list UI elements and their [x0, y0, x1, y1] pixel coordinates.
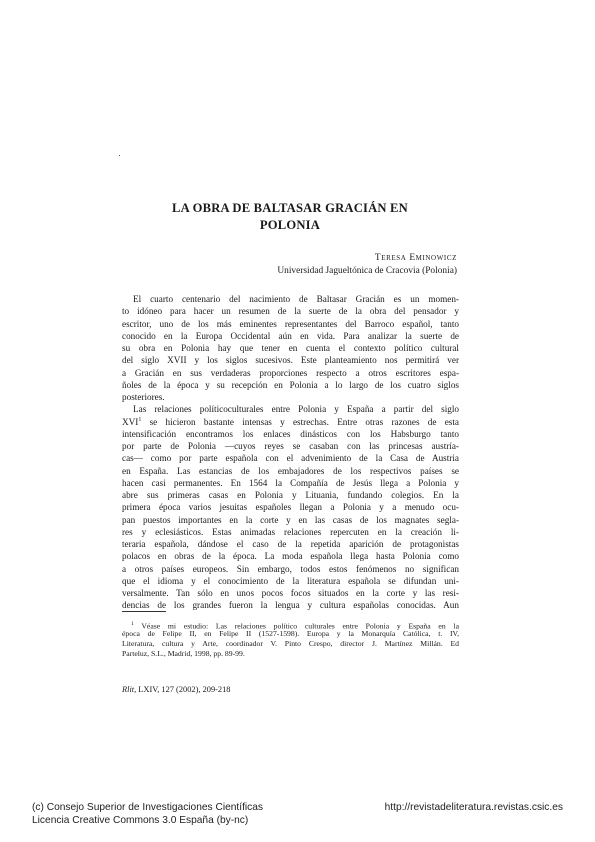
body-line: intensificación encontramos los enlaces dinásticos con los Habsburgo tanto	[122, 428, 459, 439]
body-line: dencias de los grandes fueron la lengua y cultura españolas conocidas. Aun	[122, 600, 459, 611]
body-line: escritor, uno de los más eminentes representantes del Barroco español, tanto	[122, 318, 459, 329]
body-line: hacen casi permanentes. En 1564 la Compañía de Jesús llega a Polonia y	[122, 477, 459, 488]
body-line: Las relaciones políticoculturales entre Polonia y España a partir del siglo	[133, 404, 459, 415]
copyright-line: (c) Consejo Superior de Investigaciones Científicas	[32, 802, 264, 813]
journal-issue: , LXIV, 127 (2002), 209-218	[134, 685, 231, 694]
body-line: su obra en Polonia hay que tener en cuenta el contexto político cultural	[122, 343, 459, 353]
title-line-1: LA OBRA DE BALTASAR GRACIÁN EN	[172, 201, 408, 215]
journal-url[interactable]: http://revistadeliteratura.revistas.csic.es	[384, 802, 563, 813]
body-line: a Gracián en sus verdaderas proporciones respecto a otros escritores espa-	[122, 367, 459, 378]
journal-reference	[122, 684, 231, 695]
footnote-divider	[122, 611, 166, 612]
body-line: pan puestos importantes en la corte y en las casas de los magnates segla-	[122, 514, 459, 525]
body-line: primera época varios jesuitas españoles llegan a Polonia y a menudo ocu-	[122, 502, 459, 513]
author-affiliation: Universidad Jagueltónica de Cracovia (Polonia)	[277, 265, 457, 276]
body-line-continuation: se hicieron bastante intensas y estrechas. Entre otras razones de esta	[141, 416, 459, 427]
stray-mark	[119, 155, 120, 156]
journal-abbr: Rlit	[122, 685, 135, 694]
body-line: a otros países europeos. Sin embargo, todos estos fenómenos no significan	[122, 563, 459, 574]
footnote-text: Véase mi estudio: Las relaciones político culturales entre Polonia y España en la	[141, 621, 459, 631]
body-line: polacos en obras de la época. La moda española llega hasta Polonia como	[122, 551, 459, 562]
footnote-line: época de Felipe II, en Felipe II (1527-1598). Europa y la Monarquía Católica, t. IV,	[122, 629, 459, 638]
footnote-line: Literatura, cultura y Arte, coordinador V. Pinto Crespo, director J. Martínez Millán. Ed	[122, 639, 459, 648]
article-body	[122, 293, 459, 612]
body-line: por parte de Polonia —cuyos reyes se casaban con las princesas austría-	[122, 441, 459, 451]
body-line-with-footnote	[122, 416, 459, 428]
body-line: abre sus primeras casas en Polonia y Lituania, fundando colegios. En la	[122, 490, 459, 500]
body-line: res y eclesiásticos. Estas animadas relaciones repercuten en la creación li-	[122, 526, 459, 537]
body-line: cas— como por parte española con el advenimiento de la Casa de Austria	[122, 453, 459, 464]
body-line: que el idioma y el conocimiento de la literatura española se difundan uni-	[122, 575, 459, 586]
author-name: Teresa Eminowicz	[374, 253, 457, 263]
body-line: versalmente. Tan sólo en unos pocos focos situados en la corte y las resi-	[122, 588, 459, 598]
footnote-ref: 1	[138, 416, 142, 423]
body-line: teraria española, dándose el caso de la repetida aparición de protagonistas	[122, 539, 459, 549]
license-line: Licencia Creative Commons 3.0 España (by-nc)	[32, 815, 249, 826]
title-line-2: POLONIA	[259, 218, 321, 232]
footnote-line: Parteluz, S.L., Madrid, 1998, pp. 89-99.	[122, 649, 245, 658]
footnote-line	[122, 619, 459, 629]
body-line: del siglo XVII y los siglos sucesivos. Este planteamiento nos permitirá ver	[122, 355, 459, 366]
article-title	[120, 200, 460, 234]
footnote	[122, 619, 459, 659]
body-line: posteriores.	[122, 392, 165, 402]
footnote-number: 1	[131, 621, 134, 627]
author-block	[277, 252, 457, 277]
century-text: XVI	[122, 416, 139, 427]
body-line: conocido en la Europa Occidental aún en vida. Para analizar la suerte de	[122, 330, 459, 341]
body-line: en España. Las estancias de los embajadores de los respectivos países se	[122, 465, 459, 476]
body-line: ñoles de la época y su recepción en Polonia a lo largo de los cuatro siglos	[122, 379, 459, 390]
body-line: to idóneo para hacer un resumen de la suerte de la obra del pensador y	[122, 306, 459, 317]
body-line: El cuarto centenario del nacimiento de Baltasar Gracián es un momen-	[133, 294, 459, 304]
license-credit	[32, 801, 263, 827]
